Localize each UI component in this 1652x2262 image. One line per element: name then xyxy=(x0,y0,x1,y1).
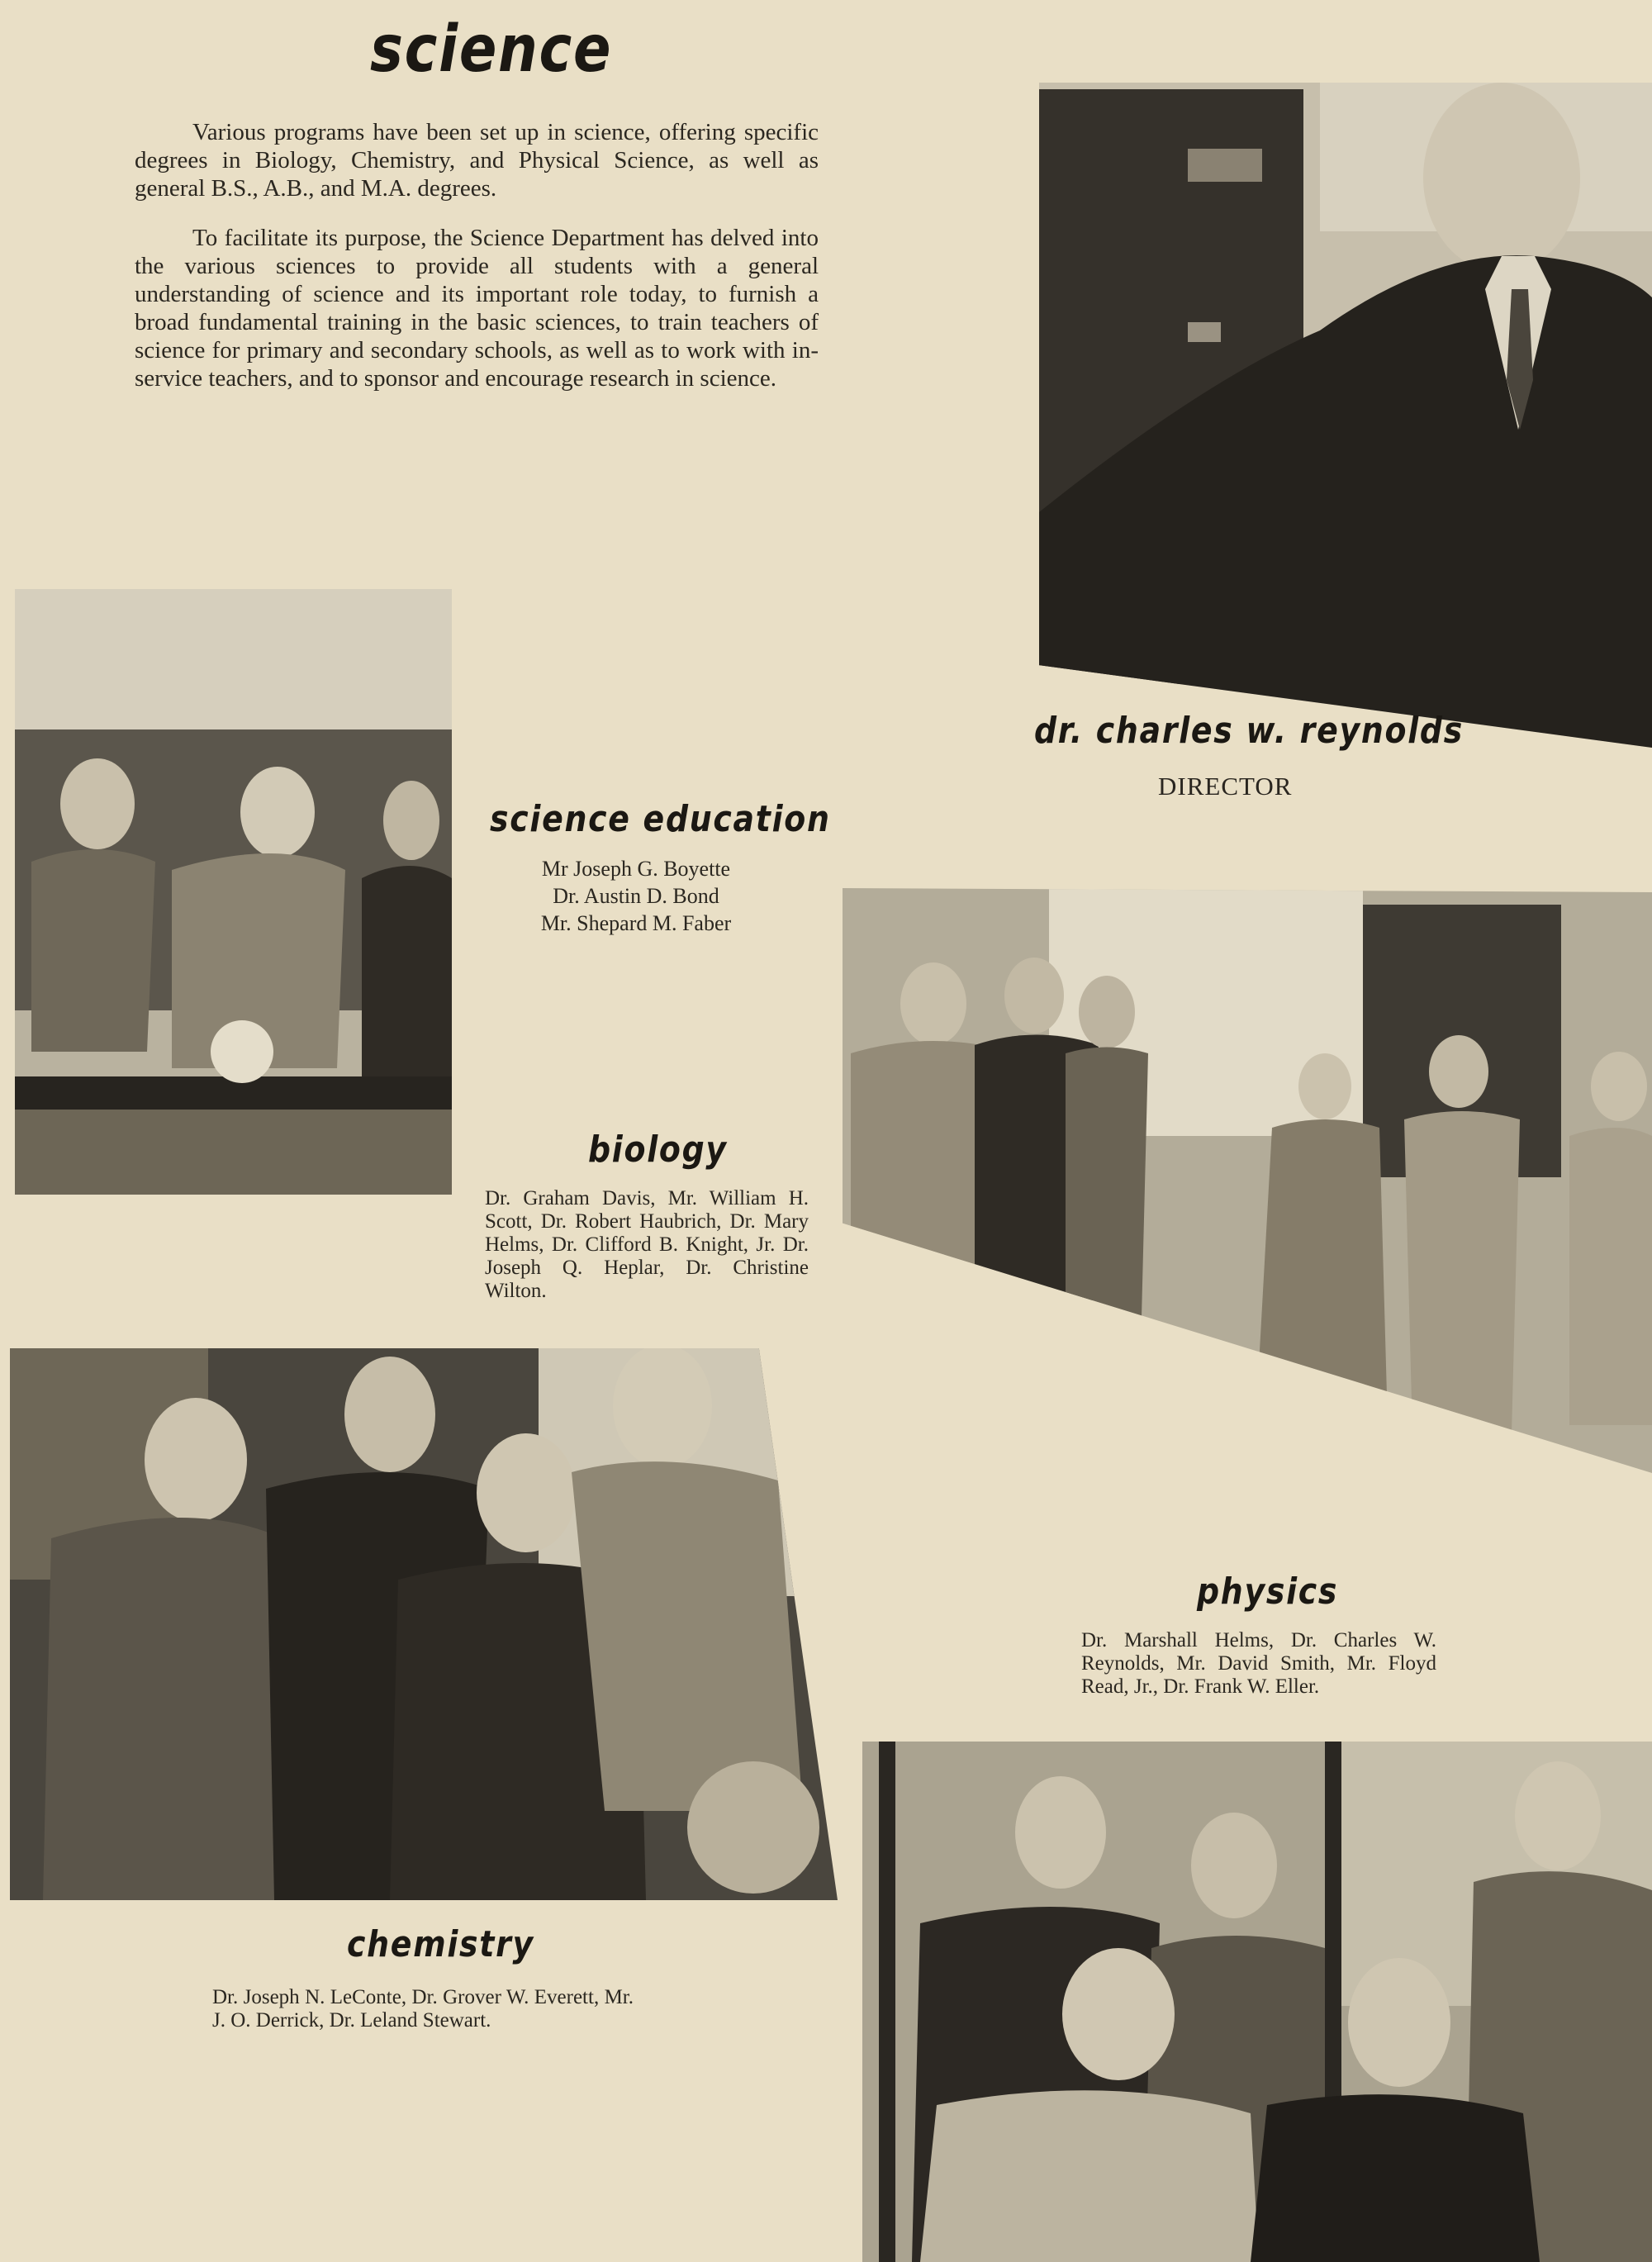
science-education-member: Mr. Shepard M. Faber xyxy=(540,911,732,935)
physics-members: Dr. Marshall Helms, Dr. Charles W. Reynolds, Mr. David Smith, Mr. Floyd Read, Jr., Dr. Frank W. Eller. xyxy=(1081,1629,1436,1698)
science-education-member: Mr Joseph G. Boyette xyxy=(541,857,731,881)
page-title: science xyxy=(370,12,613,87)
biology-photo xyxy=(843,888,1652,1473)
science-education-heading: science education xyxy=(490,798,831,840)
physics-heading: physics xyxy=(1197,1571,1339,1613)
science-education-photo xyxy=(15,589,452,1195)
intro-text xyxy=(135,118,819,392)
physics-photo xyxy=(862,1742,1652,2262)
chemistry-heading: chemistry xyxy=(347,1923,534,1965)
intro-paragraph-1: Various programs have been set up in science, offering specific degrees in Biology, Chemistry, and Physical Science, as well as general B.S., A.B., and M.A. degrees. xyxy=(135,119,819,202)
science-education-member: Dr. Austin D. Bond xyxy=(553,884,719,908)
chemistry-photo xyxy=(10,1348,838,1900)
director-name: dr. charles w. reynolds xyxy=(1034,710,1464,752)
chemistry-members: Dr. Joseph N. LeConte, Dr. Grover W. Everett, Mr. J. O. Derrick, Dr. Leland Stewart. xyxy=(212,1986,634,2032)
science-education-members xyxy=(487,855,785,937)
director-portrait-photo xyxy=(1039,83,1652,748)
biology-members: Dr. Graham Davis, Mr. William H. Scott, Dr. Robert Haubrich, Dr. Mary Helms, Dr. Clifford B. Knight, Jr. Dr. Joseph Q. Heplar, Dr. Christine Wilton. xyxy=(485,1187,809,1302)
biology-heading: biology xyxy=(588,1129,728,1171)
director-title: DIRECTOR xyxy=(1158,772,1293,801)
intro-paragraph-2: To facilitate its purpose, the Science Department has delved into the various sciences to provide all students with a general understanding of science and its important role today, to furnish a broad fundamental training in the basic sciences, to train teachers of science for primary and secondary schools, as well as to work with in-service teachers, and to sponsor and encourage research in science. xyxy=(135,225,819,392)
